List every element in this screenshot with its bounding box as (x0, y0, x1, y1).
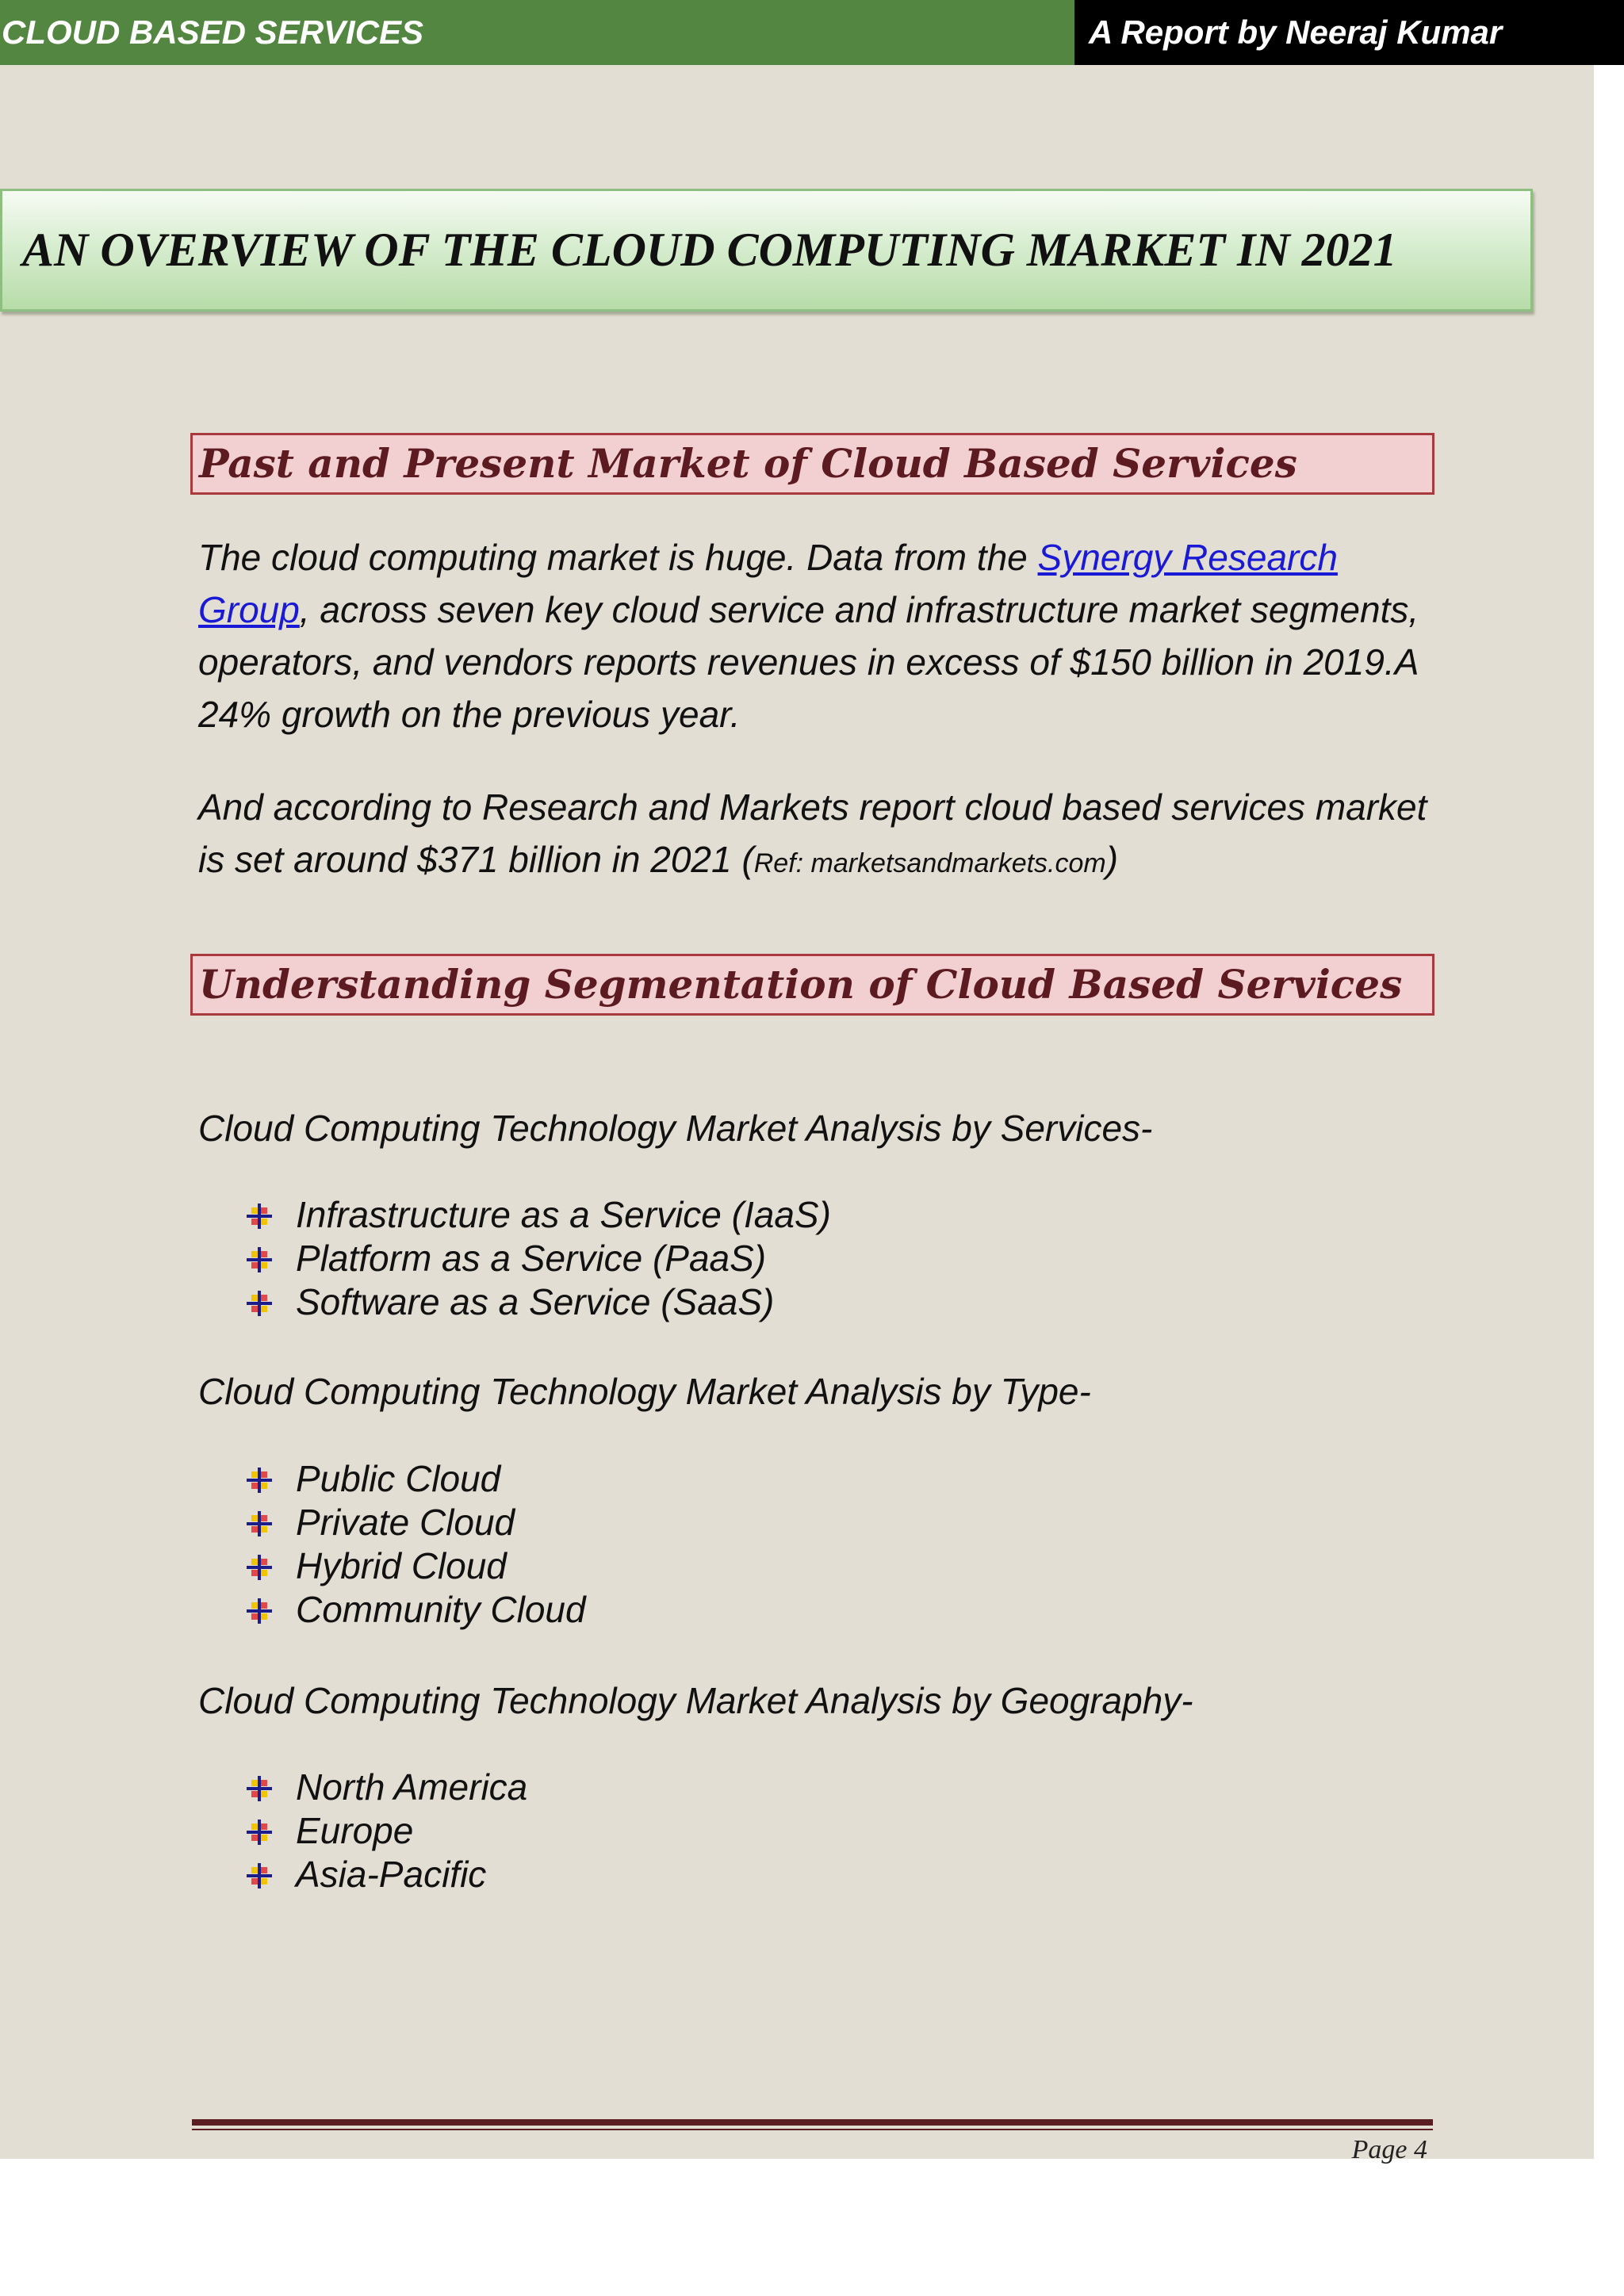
four-point-star-bullet-icon (246, 1554, 273, 1581)
footer-divider-thin (192, 2129, 1433, 2130)
list-item (246, 1457, 586, 1501)
list-item-label: North America (296, 1766, 528, 1808)
market-paragraph-1 (198, 531, 1435, 740)
list-item (246, 1237, 831, 1280)
para1-text-before-link: The cloud computing market is huge. Data from the (198, 537, 1038, 578)
list-item-label: Platform as a Service (PaaS) (296, 1238, 767, 1279)
services-list (246, 1193, 831, 1324)
four-point-star-bullet-icon (246, 1775, 273, 1802)
page-number: Page 4 (1351, 2135, 1427, 2164)
four-point-star-bullet-icon (246, 1290, 273, 1317)
list-item (246, 1588, 586, 1632)
section-heading-segmentation-text: Understanding Segmentation of Cloud Based Services (199, 961, 1403, 1008)
group-title-geography: Cloud Computing Technology Market Analysis by Geography- (198, 1680, 1193, 1721)
four-point-star-bullet-icon (246, 1467, 273, 1494)
list-item-label: Asia-Pacific (296, 1854, 487, 1895)
list-item (246, 1544, 586, 1588)
list-item (246, 1766, 527, 1809)
group-title-services: Cloud Computing Technology Market Analysis by Services- (198, 1108, 1153, 1149)
main-title: AN OVERVIEW OF THE CLOUD COMPUTING MARKET IN 2021 (22, 224, 1397, 276)
geography-list (246, 1766, 527, 1896)
list-item-label: Private Cloud (296, 1502, 515, 1543)
list-item (246, 1809, 527, 1853)
four-point-star-bullet-icon (246, 1510, 273, 1537)
four-point-star-bullet-icon (246, 1203, 273, 1230)
link-text-part2: Group (198, 589, 300, 630)
section-heading-market-text: Past and Present Market of Cloud Based Services (199, 440, 1297, 487)
market-paragraph-2 (198, 781, 1435, 890)
four-point-star-bullet-icon (246, 1598, 273, 1624)
list-item (246, 1193, 831, 1237)
header-doc-title: CLOUD BASED SERVICES (0, 0, 1074, 65)
list-item-label: Community Cloud (296, 1589, 586, 1630)
four-point-star-bullet-icon (246, 1862, 273, 1889)
list-item-label: Software as a Service (SaaS) (296, 1281, 775, 1322)
list-item (246, 1280, 831, 1324)
main-title-banner (0, 189, 1533, 312)
list-item (246, 1501, 586, 1544)
list-item-label: Hybrid Cloud (296, 1545, 507, 1586)
group-title-type: Cloud Computing Technology Market Analysis by Type- (198, 1371, 1091, 1412)
list-item-label: Europe (296, 1810, 414, 1851)
list-item-label: Infrastructure as a Service (IaaS) (296, 1194, 831, 1235)
para2-close: ) (1105, 839, 1119, 880)
para2-reference: Ref: marketsandmarkets.com (753, 848, 1106, 878)
type-list (246, 1457, 586, 1632)
para1-text-after-link: , across seven key cloud service and infrastructure market segments, operators, and vendors reports revenues in excess of $150 billion in 2019.A 24% growth on the previous year. (198, 589, 1419, 735)
page-header (0, 0, 1624, 65)
para2-text: And according to Research and Markets report cloud based services market is set around $371 billion in 2021 ( (198, 786, 1427, 880)
footer-divider-thick (192, 2119, 1433, 2126)
four-point-star-bullet-icon (246, 1819, 273, 1846)
four-point-star-bullet-icon (246, 1246, 273, 1273)
link-text-part1: Synergy Research (1037, 537, 1338, 578)
header-author: A Report by Neeraj Kumar (1074, 0, 1624, 65)
list-item (246, 1853, 527, 1896)
list-item-label: Public Cloud (296, 1458, 501, 1499)
section-heading-market (190, 433, 1434, 495)
section-heading-segmentation (190, 954, 1434, 1016)
